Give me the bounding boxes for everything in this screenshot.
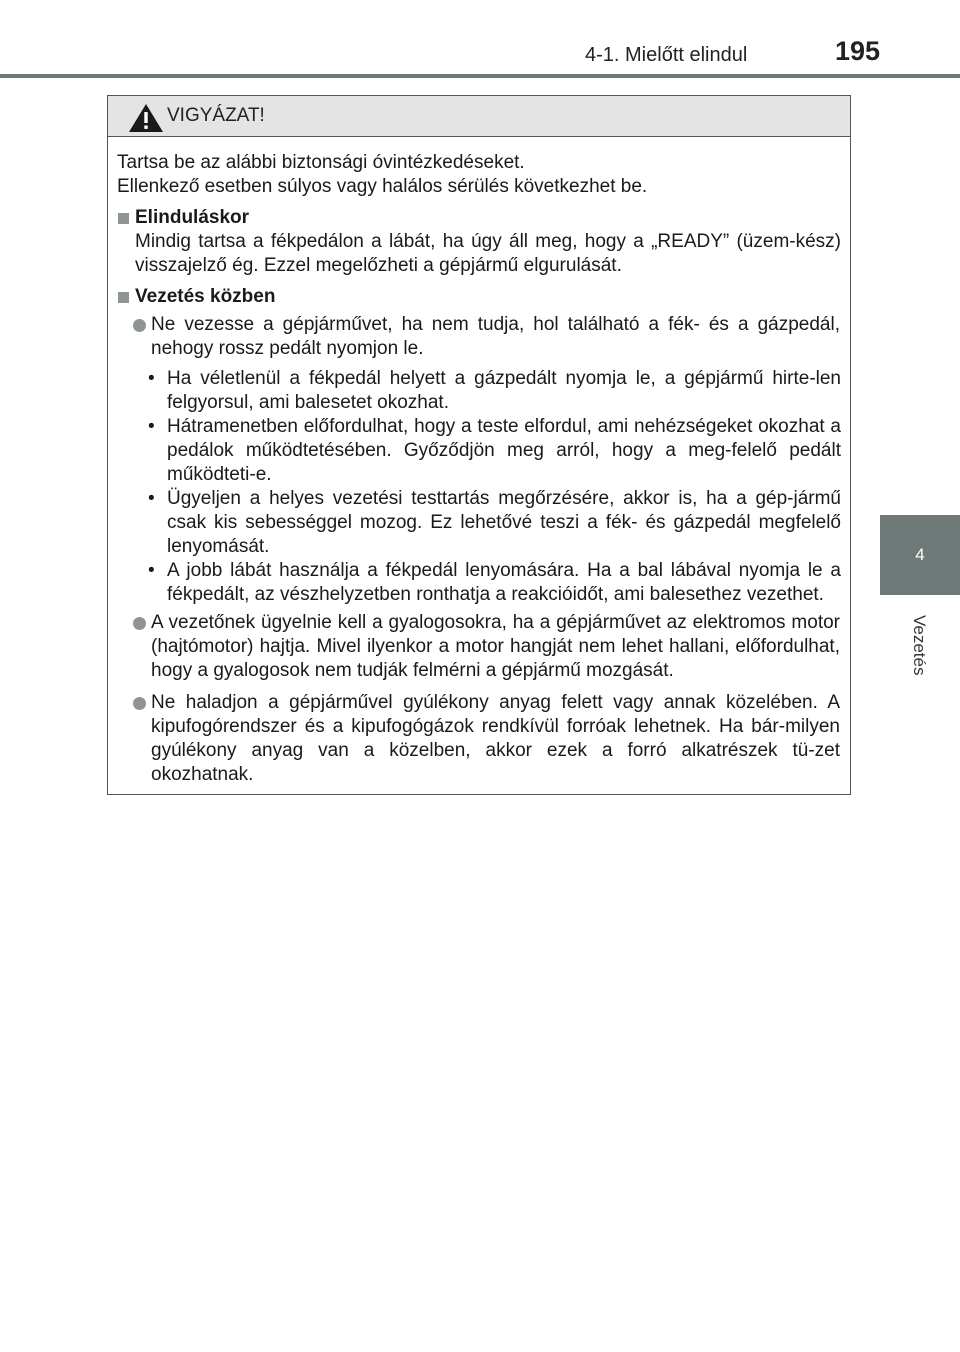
- bullet-mark: •: [148, 488, 155, 509]
- list-item: [117, 611, 841, 683]
- square-marker-icon: [118, 213, 129, 224]
- bullet-mark: •: [148, 560, 155, 581]
- page-number: 195: [835, 36, 881, 66]
- warning-body: [108, 137, 850, 787]
- section-heading-starting: [117, 206, 841, 230]
- bullet-mark: •: [148, 416, 155, 437]
- bullet-mark: •: [148, 368, 155, 389]
- bullet-item: [117, 559, 841, 607]
- list-item-text: A vezetőnek ügyelnie kell a gyalogosokra, ha a gépjárművet az elektromos motor (hajtómotor) hajtja. Mivel ilyenkor a motor hangját nem lehet hallani, előfordulhat, hogy a gyalogosok nem tudják felmérni a gépjármű mozgását.: [151, 612, 840, 681]
- list-item: [117, 313, 841, 361]
- warning-box: [107, 95, 851, 795]
- chapter-label: Vezetés: [910, 614, 929, 676]
- bullet-text: Ha véletlenül a fékpedál helyett a gázpedált nyomja le, a gépjármű hirte-len felgyorsul, ami balesetet okozhat.: [167, 368, 841, 413]
- square-marker-icon: [118, 292, 129, 303]
- list-item-text: Ne vezesse a gépjárművet, ha nem tudja, hol található a fék- és a gázpedál, nehogy rossz pedált nyomjon le.: [151, 314, 840, 359]
- bullet-text: A jobb lábát használja a fékpedál lenyomására. Ha a bal lábával nyomja le a fékpedált, az vészhelyzetben ronthatja a reakcióidőt, ami balesethez vezethet.: [167, 560, 841, 605]
- bullet-item: [117, 415, 841, 487]
- warning-header: [108, 96, 850, 137]
- bullet-item: [117, 367, 841, 415]
- section-heading-text: Elinduláskor: [135, 207, 250, 228]
- section-heading-driving: [117, 285, 841, 309]
- section-heading-text: Vezetés közben: [135, 286, 276, 307]
- page-header: [0, 0, 960, 78]
- list-item-text: Ne haladjon a gépjárművel gyúlékony anyag felett vagy annak közelében. A kipufogórendszer és a kipufogógázok rendkívül forróak lehetnek. Ha bár-milyen gyúlékony anyag van a közelben, akkor ezek a forró alkatrészek tü-zet okozhatnak.: [151, 692, 840, 785]
- warning-title: VIGYÁZAT!: [167, 105, 265, 126]
- chapter-tab: [880, 515, 960, 595]
- warning-triangle-icon: [128, 103, 164, 133]
- bullet-text: Hátramenetben előfordulhat, hogy a teste elfordul, ami nehézségeket okozhat a pedálok működtetésében. Győződjön meg arról, hogy a meg-felelő pedált működteti-e.: [167, 416, 841, 485]
- intro-line-1: Tartsa be az alábbi biztonsági óvintézkedéseket.: [117, 152, 525, 173]
- intro-line-2: Ellenkező esetben súlyos vagy halálos sérülés következhet be.: [117, 176, 648, 197]
- circle-marker-icon: [133, 697, 146, 710]
- header-rule: [0, 74, 960, 78]
- circle-marker-icon: [133, 617, 146, 630]
- bullet-text: Ügyeljen a helyes vezetési testtartás megőrzésére, akkor is, ha a gép-jármű csak kis sebességgel mozog. Ez lehetővé teszi a fék- és gázpedál megfelelő lenyomását.: [167, 488, 841, 557]
- chapter-number: 4: [915, 545, 925, 564]
- section-text-starting: Mindig tartsa a fékpedálon a lábát, ha úgy áll meg, hogy a „READY” (üzem-kész) visszajelző ég. Ezzel megelőzheti a gépjármű elgurulását.: [135, 231, 841, 276]
- list-item: [117, 691, 841, 787]
- section-title: 4-1. Mielőtt elindul: [585, 44, 748, 66]
- bullet-list: [117, 367, 841, 607]
- circle-marker-icon: [133, 319, 146, 332]
- bullet-item: [117, 487, 841, 559]
